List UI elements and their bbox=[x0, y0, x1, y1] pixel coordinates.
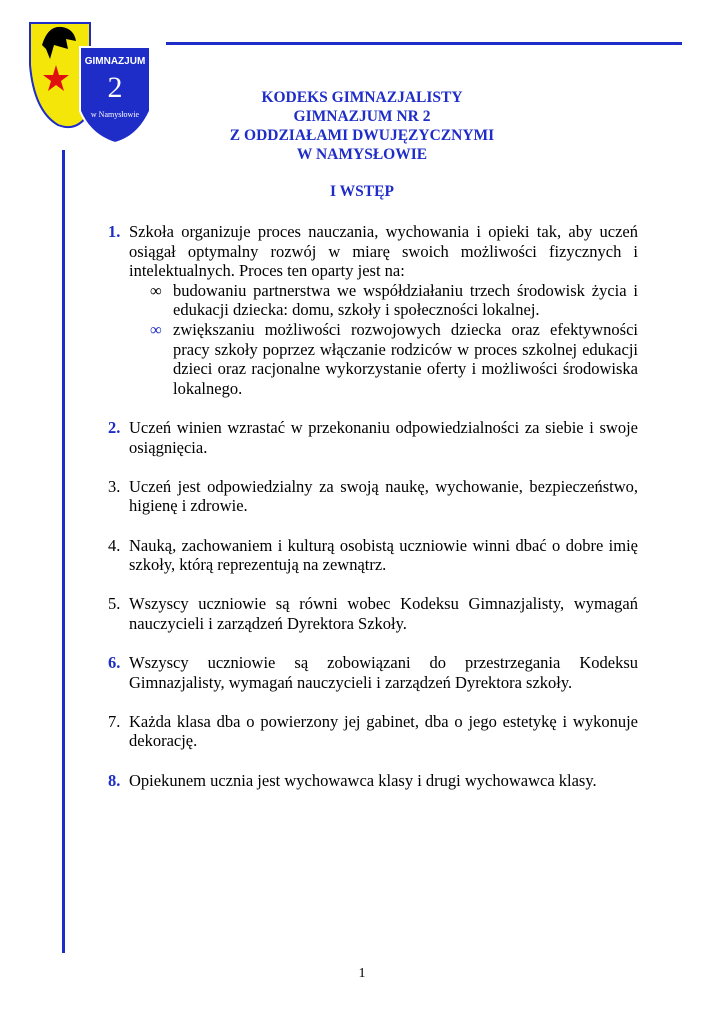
infinity-bullet-icon: ∞ bbox=[150, 319, 162, 339]
bullet-text: zwiększaniu możliwości rozwojowych dziecka oraz efektywności pracy szkoły poprzez włączanie rodziców w proces szkolnej edukacji dzieci oraz racjonalne wykorzystanie oferty i możliwości środowiska lokalnego. bbox=[173, 319, 638, 398]
margin-rule bbox=[62, 150, 65, 953]
list-item bbox=[108, 222, 638, 398]
item-text: Wszyscy uczniowie są zobowiązani do przestrzegania Kodeksu Gimnazjalisty, wymagań nauczycieli i zarządzeń Dyrektora szkoły. bbox=[129, 653, 638, 692]
item-text: Wszyscy uczniowie są równi wobec Kodeksu Gimnazjalisty, wymagań nauczycieli i zarządzeń Dyrektora Szkoły. bbox=[129, 594, 638, 633]
list-item bbox=[108, 771, 638, 791]
bullet-item bbox=[150, 281, 638, 320]
list-item bbox=[108, 477, 638, 516]
item-number: 2. bbox=[108, 417, 121, 437]
school-crest-logo bbox=[28, 15, 154, 147]
title-line-1: KODEKS GIMNAZJALISTY bbox=[261, 89, 463, 106]
item-number: 4. bbox=[108, 535, 121, 555]
item-text: Uczeń jest odpowiedzialny za swoją naukę, wychowanie, bezpieczeństwo, higienę i zdrowie. bbox=[129, 476, 638, 516]
item-number: 1. bbox=[108, 222, 121, 241]
title-line-4: W NAMYSŁOWIE bbox=[296, 146, 428, 163]
item-number: 6. bbox=[108, 653, 121, 673]
list-item bbox=[108, 712, 638, 751]
item-number: 7. bbox=[108, 711, 121, 731]
logo-place: w Namysłowie bbox=[90, 110, 140, 119]
list-item bbox=[108, 418, 638, 457]
page-number: 1 bbox=[358, 966, 366, 981]
item-text: Opiekunem ucznia jest wychowawca klasy i drugi wychowawca klasy. bbox=[129, 770, 597, 790]
section-heading: I WSTĘP bbox=[330, 183, 394, 200]
header-rule bbox=[166, 42, 682, 45]
infinity-bullet-icon: ∞ bbox=[150, 280, 162, 300]
logo-number: 2 bbox=[107, 71, 123, 104]
logo-label: GIMNAZJUM bbox=[84, 56, 146, 67]
bullet-text: budowaniu partnerstwa we współdziałaniu trzech środowisk życia i edukacji dziecka: domu, szkoły i społeczności lokalnej. bbox=[173, 280, 638, 320]
bullet-item bbox=[150, 320, 638, 398]
list-item bbox=[108, 594, 638, 633]
list-item bbox=[108, 653, 638, 692]
item-number: 5. bbox=[108, 594, 121, 614]
item-text: Nauką, zachowaniem i kulturą osobistą uczniowie winni dbać o dobre imię szkoły, którą reprezentują na zewnątrz. bbox=[129, 535, 638, 575]
title-line-2: GIMNAZJUM NR 2 bbox=[293, 108, 431, 125]
document-title bbox=[166, 88, 558, 164]
item-text: Każda klasa dba o powierzony jej gabinet, dba o jego estetykę i wykonuje dekorację. bbox=[129, 711, 638, 751]
item-number: 8. bbox=[108, 770, 121, 790]
item-text: Uczeń winien wzrastać w przekonaniu odpowiedzialności za siebie i swoje osiągnięcia. bbox=[129, 417, 638, 457]
list-item bbox=[108, 536, 638, 575]
item-text: Szkoła organizuje proces nauczania, wychowania i opieki tak, aby uczeń osiągał optymalny rozwój w miarę swoich możliwości fizycznych i intelektualnych. Proces ten oparty jest na: bbox=[129, 222, 638, 281]
document-body bbox=[108, 222, 638, 790]
item-number: 3. bbox=[108, 476, 121, 496]
title-line-3: Z ODDZIAŁAMI DWUJĘZYCZNYMI bbox=[229, 127, 495, 144]
